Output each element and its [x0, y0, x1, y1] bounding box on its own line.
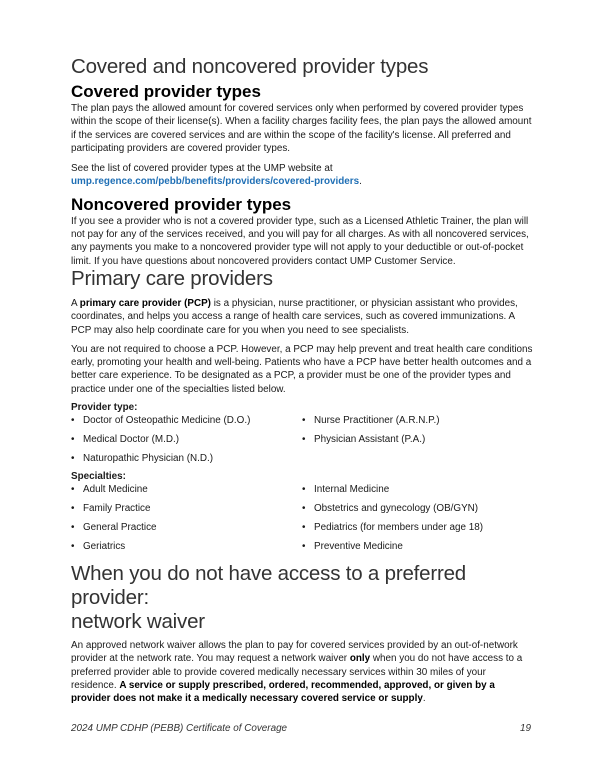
- pcp-term: primary care provider (PCP): [79, 298, 211, 309]
- pcp-paragraph: [71, 297, 533, 337]
- section-covered-noncovered: [71, 54, 533, 268]
- list-item: [71, 540, 302, 559]
- period: .: [359, 176, 362, 188]
- list-item: [71, 452, 302, 471]
- list-item-text: Internal Medicine: [314, 484, 390, 496]
- pcp-paragraph-2: You are not required to choose a PCP. However, a PCP may help prevent and treat health care conditions early, promoting your health and well-being. Patients who have a PCP have better health outcomes and a better care experience. To be designated as a PCP, a provider must be one of the provider types and practice under one of the specialties listed below.: [71, 343, 533, 395]
- list-item: [302, 502, 533, 521]
- list-item-text: Geriatrics: [83, 541, 126, 553]
- section-primary-care: [71, 266, 533, 559]
- list-item-text: Preventive Medicine: [314, 541, 403, 553]
- provider-type-list: [71, 414, 533, 471]
- emphasis: only: [349, 653, 371, 665]
- list-item-text: Pediatrics (for members under age 18): [314, 522, 484, 534]
- list-item: [71, 414, 302, 433]
- covered-heading: Covered provider types: [71, 82, 261, 101]
- list-item: [302, 540, 533, 559]
- list-item: [302, 483, 533, 502]
- noncovered-paragraph: If you see a provider who is not a covered provider type, such as a Licensed Athletic Trainer, the plan will not pay for any of the services received, and you will pay for all charges. As with all noncovered services, any payments you make to a noncovered provider type will not apply to your deductible or out-of-pocket limit. If you have questions about noncovered providers contact UMP Customer Service.: [71, 215, 529, 267]
- bullet-icon: •: [71, 434, 75, 446]
- section-title: Covered and noncovered provider types: [71, 55, 429, 78]
- list-item: [302, 433, 533, 452]
- list-item: [71, 502, 302, 521]
- list-item-text: Doctor of Osteopathic Medicine (D.O.): [83, 415, 251, 427]
- list-item-text: General Practice: [83, 522, 157, 534]
- covered-list-paragraph: [71, 162, 533, 189]
- text: A: [71, 298, 80, 309]
- bullet-icon: •: [302, 484, 306, 496]
- provider-type-label: Provider type:: [71, 402, 138, 414]
- list-item-text: Medical Doctor (M.D.): [83, 434, 180, 446]
- list-item: [71, 483, 302, 502]
- list-item: [302, 414, 533, 433]
- specialties-list: [71, 483, 533, 559]
- bullet-icon: •: [71, 541, 75, 553]
- page-number: 19: [520, 723, 531, 734]
- bullet-icon: •: [71, 522, 75, 534]
- title-line: network waiver: [71, 610, 205, 633]
- bullet-icon: •: [302, 522, 306, 534]
- list-item-text: Nurse Practitioner (A.R.N.P.): [314, 415, 440, 427]
- list-item-text: Family Practice: [83, 503, 151, 515]
- bullet-icon: •: [71, 484, 75, 496]
- list-item-text: Physician Assistant (P.A.): [314, 434, 426, 446]
- bullet-icon: •: [302, 434, 306, 446]
- list-item: [71, 521, 302, 540]
- list-item-text: Obstetrics and gynecology (OB/GYN): [314, 503, 479, 515]
- section-network-waiver: [71, 562, 533, 705]
- waiver-paragraph: [71, 639, 533, 705]
- text: An approved network waiver allows the plan to pay for covered services provided by an out-of-network provider at the network rate. You may request a network waiver: [71, 640, 518, 665]
- list-item-text: Naturopathic Physician (N.D.): [83, 453, 214, 465]
- footer-title: 2024 UMP CDHP (PEBB) Certificate of Coverage: [71, 723, 288, 734]
- list-item-text: Adult Medicine: [83, 484, 148, 496]
- page-footer: [71, 723, 531, 734]
- emphasis: A service or supply prescribed, ordered, recommended, approved, or given by a provider does not make it a medically necessary covered service or supply: [71, 679, 495, 705]
- section-title: [71, 562, 533, 634]
- text: when you do not have access to a preferred provider able to provide covered medically necessary services within 30 miles of your residence.: [71, 653, 523, 691]
- bullet-icon: •: [71, 453, 75, 465]
- covered-providers-link[interactable]: ump.regence.com/pebb/benefits/providers/covered-providers: [71, 176, 360, 188]
- bullet-icon: •: [302, 541, 306, 553]
- list-item: [302, 521, 533, 540]
- bullet-icon: •: [302, 503, 306, 515]
- title-line: When you do not have access to a preferred provider:: [71, 562, 467, 609]
- specialties-label: Specialties:: [71, 471, 126, 483]
- bullet-icon: •: [71, 503, 75, 515]
- covered-list-text: See the list of covered provider types at the UMP website at: [71, 163, 333, 175]
- list-item: [71, 433, 302, 452]
- section-title: Primary care providers: [71, 267, 273, 290]
- text: .: [422, 693, 426, 705]
- bullet-icon: •: [302, 415, 306, 427]
- noncovered-heading: Noncovered provider types: [71, 194, 292, 214]
- covered-paragraph: The plan pays the allowed amount for covered services only when performed by covered provider types within the scope of their license(s). When a facility charges facility fees, the plan pays the allowed amount if the services are covered services and are within the scope of the facility's license. All preferred and participating providers are covered provider types.: [71, 103, 532, 154]
- text: is a physician, nurse practitioner, or physician assistant who provides, coordinates, and helps you access a range of health care services, such as covered immunizations. A PCP may also help coordinate care for you when you need to see specialists.: [71, 298, 518, 336]
- bullet-icon: •: [71, 415, 75, 427]
